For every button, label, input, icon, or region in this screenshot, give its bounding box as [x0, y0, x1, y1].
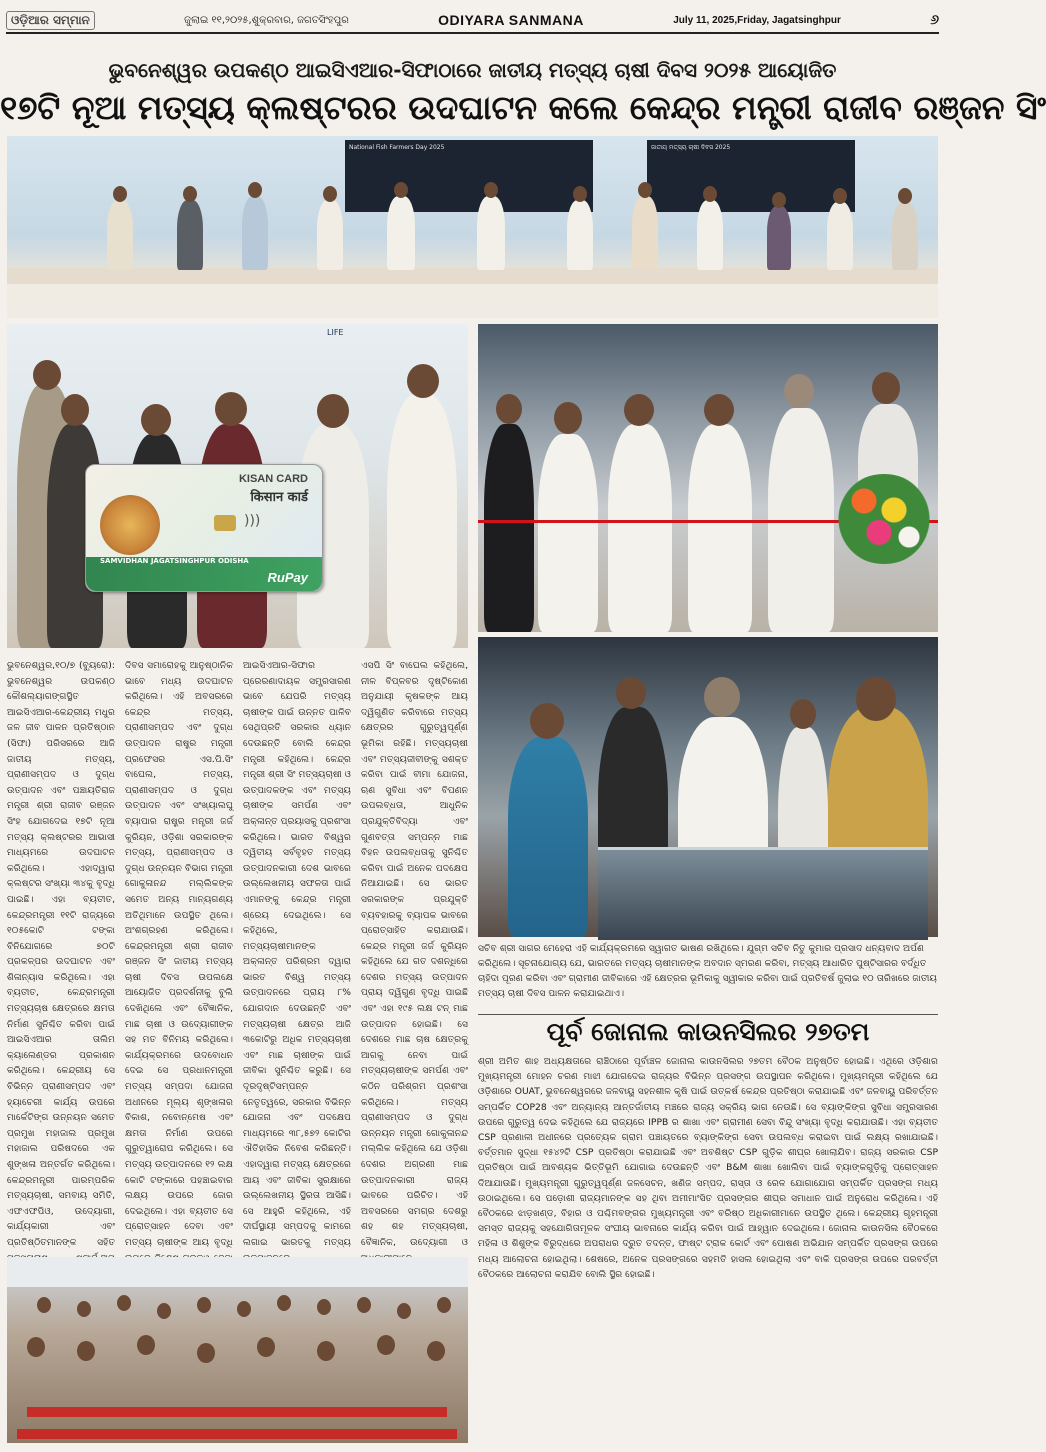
kicker-headline: ଭୁବନେଶ୍ୱର ଉପକଣ୍ଠ ଆଇସିଏଆର-ସିଫାଠାରେ ଜାତୀୟ ମତ୍ସ୍ୟ ଚାଷୀ ଦିବସ ୨୦୨୫ ଆୟୋଜିତ — [108, 58, 837, 82]
second-story-headline: ପୂର୍ବ ଜୋନାଲ କାଉନସିଲର ୨୭ତମ — [478, 1014, 938, 1052]
newspaper-logo: ଓଡ଼ିଆର ସମ୍ମାନ — [6, 11, 95, 30]
kisan-card-title: KISAN CARD — [238, 473, 308, 485]
article-column-2: ଦିବସ ସମାରୋହକୁ ଆନୁଷ୍ଠାନିକ ଭାବେ ମଧ୍ୟ ଉଦଘାଟନ କରିଥିଲେ। ଏହି ଅବସରରେ କେନ୍ଦ୍ର ମତ୍ସ୍ୟ, ପ୍ରାଣୀସମ୍ପଦ ଏବଂ ଦୁଗ୍ଧ ଉତ୍ପାଦନ ରାଷ୍ଟ୍ର ମନ୍ତ୍ରୀ ପ୍ରଫେସର ଏସ.ପି.ସିଂ ବାଘେଲ, ମତ୍ସ୍ୟ, ପ୍ରାଣୀସମ୍ପଦ ଓ ଦୁଗ୍ଧ ଉତ୍ପାଦନ ଏବଂ ସଂଖ୍ୟାଲଘୁ ବ୍ୟାପାର ରାଷ୍ଟ୍ର ମନ୍ତ୍ରୀ ଜର୍ଜ କୁରିୟନ, ଓଡ଼ିଶା ସରକାରଙ୍କ ମତ୍ସ୍ୟ, ପ୍ରାଣୀସମ୍ପଦ ଓ ଦୁଗ୍ଧ ଉନ୍ନୟନ ବିଭାଗ ମନ୍ତ୍ରୀ ଗୋକୁଳାନନ୍ଦ ମଲ୍ଲିକଙ୍କ ସମେତ ଅନ୍ୟ ମାନ୍ୟଗଣ୍ୟ ଅତିଥିମାନେ ଉପସ୍ଥିତ ଥିଲେ। ଅଂଶଗ୍ରହଣ କରିଥିଲେ। କେନ୍ଦ୍ରମନ୍ତ୍ରୀ ଶ୍ରୀ ରାଜୀବ ରଞ୍ଜନ ସିଂ ଜାତୀୟ ମତ୍ସ୍ୟ ଚାଷୀ ଦିବସ ଉପଲକ୍ଷେ ଆୟୋଜିତ ପ୍ରଦର୍ଶନୀକୁ ବୁଲି ଦେଖିଥିଲେ ଏବଂ ବୈଜ୍ଞାନିକ, ମାଛ ଚାଷୀ ଓ ଉଦ୍ୟୋଗୀଙ୍କ ସହ ମତ ବିନିମୟ କରିଥିଲେ। କାର୍ଯ୍ୟକ୍ରମରେ ଉଦବୋଧନ ଦେଇ ସେ ପ୍ରଧାନମନ୍ତ୍ରୀ ମତ୍ସ୍ୟ ସମ୍ପଦା ଯୋଜନା ଅଧୀନରେ ମୂଲ୍ୟ ଶୃଙ୍ଖଳାର ବିକାଶ, ନବୋନ୍ମେଷ ଏବଂ କ୍ଷମତା ନିର୍ମାଣ ଉପରେ ଗୁରୁତ୍ୱାରୋପ କରିଥିଲେ। ସେ ମତ୍ସ୍ୟ ଉତ୍ପାଦନରେ ୧୨ ଲକ୍ଷ କୋଟି ଟଙ୍କାରେ ପହଞ୍ଚାଇବାର ଲକ୍ଷ୍ୟ ଉପରେ ଜୋର ଦେଇଥିଲେ। ଏହା ବ୍ୟତୀତ ସେ ପ୍ରୋତ୍ସାହନ ଦେବା ଏବଂ ମତ୍ସ୍ୟ ଚାଷୀଙ୍କ ଆୟ ବୃଦ୍ଧି — [125, 660, 233, 1248]
article-column-1: ଭୁବନେଶ୍ୱର,୧୦/୭ (ବ୍ୟୁରୋ): ଭୁବନେଶ୍ୱର ଉପକଣ୍ଠ କୌଶଲ୍ୟାଗଙ୍ଗସ୍ଥିତ ଆଇସିଏଆର-କେନ୍ଦ୍ରୀୟ ମଧୁର ଜଳ ଜୀବ ପାଳନ ପ୍ରତିଷ୍ଠାନ (ସିଫା) ପରିସରରେ ଆଜି ଜାତୀୟ ମତ୍ସ୍ୟ, ପ୍ରାଣୀସମ୍ପଦ ଓ ଦୁଗ୍ଧ ଉତ୍ପାଦନ ଏବଂ ପଞ୍ଚାୟତିରାଜ ମନ୍ତ୍ରୀ ଶ୍ରୀ ରାଜୀବ ରଞ୍ଜନ ସିଂହ ଯୋଗଦେଇ ୧୭ଟି ନୂଆ ମତ୍ସ୍ୟ କ୍ଲଷ୍ଟରର ଆଭାସୀ ମାଧ୍ୟମରେ ଉଦଘାଟନ କରିଥିଲେ। ଏହାଦ୍ୱାରା କ୍ଲଷ୍ଟର ସଂଖ୍ୟା ୩୪କୁ ବୃଦ୍ଧି ପାଇଛି। ଏହା ବ୍ୟତୀତ, କେନ୍ଦ୍ରମନ୍ତ୍ରୀ ୧୧ଟି ରାଜ୍ୟରେ ୧୦୫କୋଟି ଟଙ୍କା ବିନିଯୋଗରେ ୭୦ଟି ପ୍ରକଳ୍ପର ଉଦଘାଟନ ଏବଂ ଶିଳାନ୍ୟାସ କରିଥିଲେ। ଏହା ବ୍ୟତୀତ, କେନ୍ଦ୍ରମନ୍ତ୍ରୀ ମତ୍ସ୍ୟଚାଷ କ୍ଷେତ୍ରରେ କ୍ଷମତା ନିର୍ମାଣ ସୁନିଶ୍ଚିତ କରିବା ପାଇଁ ଆଇସିଏଆର ତାଲିମ କ୍ୟାଲେଣ୍ଡର ପ୍ରକାଶନ କରିଥିଲେ। କେନ୍ଦ୍ରୀୟ ସେ ବିଭିନ୍ନ ପ୍ରାଣୀସମ୍ପଦ ଏବଂ ହ୍ୟାଚେରୀ କାର୍ଯ୍ୟ ଉପରେ ମାର୍କେଟିଙ୍ଗ ଉନ୍ନୟନ ସମେତ ପ୍ରମୁଖ ମହାଜାଲ ପ୍ରମୁଖ ମହାଜାଲ ପରିଷଦରେ ଏକ ଶୁଙ୍ଖଳା ଅନ୍ତର୍ଗତ କରିଥିଲେ। କେନ୍ଦ୍ରମନ୍ତ୍ରୀ ପାରମ୍ପରିକ ମତ୍ସ୍ୟଚାଷୀ, ସମବାୟ ସମିତି, ଏଫଏଫପିଓ, ଉଦ୍ୟୋଗୀ, କାର୍ଯ୍ୟକାରୀ ଏବଂ ପ୍ରତିଷ୍ଠିତମାନଙ୍କ ସହିତ — [7, 660, 115, 1248]
article-column-3: ଆଇସିଏଆର-ସିଫାର ପ୍ରେରଣାଦାୟକ ସମ୍ପ୍ରସାରଣ ଭାବେ ଯେପରି ମତ୍ସ୍ୟ ଚାଷୀଙ୍କ ପାଇଁ ଉନ୍ନତ ପାଳିବ ସେଥିପ୍ରତି ସରକାର ଧ୍ୟାନ ଦେଉଛନ୍ତି ବୋଲି କେନ୍ଦ୍ର ମନ୍ତ୍ରୀ କହିଥିଲେ। କେନ୍ଦ୍ର ମନ୍ତ୍ରୀ ଶ୍ରୀ ସିଂ ମତ୍ସ୍ୟଚାଷୀ ଓ ଉତ୍ପାଦକଙ୍କ ଏବଂ ମତ୍ସ୍ୟ ଚାଷୀଙ୍କ ସମର୍ପଣ ଏବଂ ଅକ୍ଳାନ୍ତ ପ୍ରୟାସକୁ ପ୍ରଶଂସା କରିଥିଲେ। ଭାରତ ବିଶ୍ୱର ଦ୍ୱିତୀୟ ସର୍ବବୃହତ ମତ୍ସ୍ୟ ଉତ୍ପାଦନକାରୀ ଦେଶ ଭାବରେ ଉଲ୍ଲେଖନୀୟ ସଫଳତା ପାଇଁ ଏମାନଙ୍କୁ କେନ୍ଦ୍ର ମନ୍ତ୍ରୀ ଶ୍ରେୟ ଦେଇଥିଲେ। ସେ କହିଥିଲେ, ମତ୍ସ୍ୟଚାଷୀମାନଙ୍କ ଅକ୍ଳାନ୍ତ ପରିଶ୍ରମ ଦ୍ୱାରା ଭାରତ ବିଶ୍ୱ ମତ୍ସ୍ୟ ଉତ୍ପାଦନରେ ପ୍ରାୟ ୮% ଯୋଗଦାନ ଦେଉଛନ୍ତି ଏବଂ ମତ୍ସ୍ୟଚାଷୀ କ୍ଷେତ୍ର ଆଜି ୩କୋଟିରୁ ଅଧିକ ମତ୍ସ୍ୟଚାଷୀ ଏବଂ ମାଛ ଚାଷୀଙ୍କ ପାଇଁ ଜୀବିକା ସୁନିଶ୍ଚିତ କରୁଛି। ସେ ଦୂରଦୃଷ୍ଟିସମ୍ପନ୍ନ ନେତୃତ୍ୱରେ, ସରକାର ବିଭିନ୍ନ ଯୋଜନା ଏବଂ ପଦକ୍ଷେପ ମାଧ୍ୟମରେ ୩୮,୫୭୨ କୋଟିର ଐତିହାସିକ ନିବେଶ କରିଛନ୍ତି। ଏହାଦ୍ୱାରା ମତ୍ସ୍ୟ କ୍ଷେତ୍ରରେ ଆୟ ଏବଂ ଜୀବିକା ସୁରକ୍ଷାରେ ଉଲ୍ଲେଖନୀୟ ସ୍ଥିରତା ଆସିଛି। ସେ ଆହୁରି କହିଥିଲେ, ଏହି ଦୀର୍ଘସ୍ଥାୟୀ ସମ୍ପଦକୁ କାମରେ ଲଗାଇ ଭାରତକୁ ମତ୍ସ୍ୟ — [243, 660, 351, 1248]
stage-group-photo — [7, 136, 938, 318]
kisan-card: ))) KISAN CARD किसान कार्ड SAMVIDHAN JAGATSINGHPUR ODISHA RuPay — [85, 464, 323, 592]
paper-name: ODIYARA SANMANA — [438, 12, 584, 28]
stage-banner-english: National Fish Farmers Day 2025 — [345, 140, 593, 212]
dateline-odia: ଜୁଲାଇ ୧୧,୨୦୨୫,ଶୁକ୍ରବାର, ଜଗତସିଂହପୁର — [184, 14, 349, 26]
second-story-body: ଶ୍ରୀ ଅମିତ ଶାହ ଅଧ୍ୟକ୍ଷତାରେ ରାଞ୍ଚିଠାରେ ପୂର୍ବାଞ୍ଚଳ ଜୋନାଲ କାଉନସିଲର ୨୭ତମ ବୈଠକ ଅନୁଷ୍ଠିତ ହୋଇଛି। ଏଥିରେ ଓଡ଼ିଶାର ମୁଖ୍ୟମନ୍ତ୍ରୀ ମୋହନ ଚରଣ ମାଝୀ ଯୋଗଦେଇ ରାଜ୍ୟର ବିଭିନ୍ନ ପ୍ରସଙ୍ଗ ଉପସ୍ଥାପନ କରିଥିଲେ। ମୁଖ୍ୟମନ୍ତ୍ରୀ କହିଥିଲେ ଯେ ଓଡ଼ିଶାରେ OUAT, ଭୁବନେଶ୍ୱରରେ ଜଳବାୟୁ ସହନଶୀଳ କୃଷି ପାଇଁ ଉତ୍କର୍ଷ କେନ୍ଦ୍ର ପ୍ରତିଷ୍ଠା କରାଯାଇଛି ଏବଂ ଜଳବାୟୁ ପରିବର୍ତ୍ତନ ସମ୍ପର୍କିତ COP28 ଏବଂ ଅନ୍ୟାନ୍ୟ ଆନ୍ତର୍ଜାତୀୟ ମଞ୍ଚରେ ରାଜ୍ୟ ସକ୍ରିୟ ଭାଗ ନେଉଛି। ସେ ବ୍ୟାଙ୍କିଙ୍ଗ ସୁବିଧା ସମ୍ପ୍ରସାରଣ ଉପରେ ଗୁରୁତ୍ୱ ଦେଇ କହିଥିଲେ ଯେ ରାଜ୍ୟରେ IPPB ର ଶାଖା ଏବଂ ଗ୍ରାମୀଣ ସେବା ବିନ୍ଦୁ ସଂଖ୍ୟା ବୃଦ୍ଧି କରାଯାଉଛି। ଏହା ବ୍ୟତୀତ CSP ପ୍ରଣାଳୀ ଅଧୀନରେ ପ୍ରତ୍ୟେକ ଗ୍ରାମ ପଞ୍ଚାୟତରେ ବ୍ୟାଙ୍କିଙ୍ଗ ସେବା ଉପଲବ୍ଧ କରାଇବା ପାଇଁ ଲକ୍ଷ୍ୟ ରଖାଯାଇଛି। ବର୍ତ୍ତମାନ ସୁଦ୍ଧା ୧୫୪୨ଟି CSP ପ୍ରତିଷ୍ଠା କରାଯାଇଛି ଏବଂ ଅବଶିଷ୍ଟ CSP ଗୁଡ଼ିକ ଶୀଘ୍ର ଖୋଲାଯିବ। ରାଜ୍ୟ ସରକାର CSP ପ୍ରତିଷ୍ଠା ପାଇଁ ଆବଶ୍ୟକ ଭିତ୍ତିଭୂମି ଯୋଗାଇ ଦେଉଛନ୍ତି ଏବଂ B&M ଶାଖା ଖୋଲିବା ପାଇଁ ବ୍ୟାଙ୍କଗୁଡ଼ିକୁ ପ୍ରୋତ୍ସାହନ ଦିଆଯାଉଛି। ମୁଖ୍ୟମନ୍ତ୍ରୀ ଗୁରୁତ୍ୱପୂର୍ଣ୍ଣ ଜଳସେଚନ, ଖଣିଜ ସମ୍ପଦ, ରାସ୍ତା ଓ ରେଳ ଯୋଗାଯୋଗ ସମ୍ପର୍କିତ ପ୍ରସଙ୍ଗ ମଧ୍ୟ ଉଠାଇଥିଲେ। ସେ ପଡ଼ୋଶୀ ରାଜ୍ୟମାନଙ୍କ ସହ ଥିବା ଅମୀମାଂସିତ ପ୍ରସଙ୍ଗର ଶୀଘ୍ର ସମାଧାନ ପାଇଁ ଅନୁରୋଧ କରିଥିଲେ। ଏହି ବୈଠକରେ ଝାଡ଼ଖଣ୍ଡ, ବିହାର ଓ ପଶ୍ଚିମବଙ୍ଗର ମୁଖ୍ୟମନ୍ତ୍ରୀ ଏବଂ ବରିଷ୍ଠ ଅଧିକାରୀମାନେ ଉପସ୍ଥିତ ଥିଲେ। କେନ୍ଦ୍ରୀୟ ଗୃହମନ୍ତ୍ରୀ ସମସ୍ତ ରାଜ୍ୟକୁ ସହଯୋଗିତାମୂଳକ ସଂଘୀୟ ଭାବନାରେ କାର୍ଯ୍ୟ କରିବା ପାଇଁ ଆହ୍ୱାନ ଦେଇଥିଲେ। ଜୋନାଲ କାଉନସିଲ ବୈଠକରେ ମହିଳା ଓ ଶିଶୁଙ୍କ ବିରୁଦ୍ଧରେ ଅପରାଧର ଦ୍ରୁତ ତଦନ୍ତ, ଫାଷ୍ଟ ଟ୍ରାକ କୋର୍ଟ ଏବଂ ପୋଷଣ ଅଭିଯାନ ସମ୍ପର୍କିତ ପ୍ରସଙ୍ଗ ଉପରେ ମଧ୍ୟ ଆଲୋଚନା ହୋଇଥିଲା। ଶେଷରେ, ଅନେକ ପ୍ରସଙ୍ଗରେ ସହମତି ହାସଲ ହୋଇଥିଲା ଏବଂ ବାକି ପ୍ରସଙ୍ଗ ଉପରେ ପରବର୍ତ୍ତୀ ବୈଠକରେ ଆଲୋଚନା କରାଯିବ ବୋଲି ସ୍ଥିର ହୋଇଛି। — [478, 1056, 939, 1280]
exhibition-stall-photo — [478, 637, 938, 937]
dateline-english: July 11, 2025,Friday, Jagatsinghpur — [673, 14, 841, 26]
kisan-card-hindi: किसान कार्ड — [250, 490, 308, 505]
masthead — [6, 8, 939, 34]
kisan-card-photo — [7, 324, 468, 648]
backdrop-text: LIFE — [327, 328, 344, 337]
audience-crowd-photo — [7, 1257, 468, 1443]
photo-caption: ସଚିବ ଶ୍ରୀ ସାଗର ମେହେରା ଏହି କାର୍ଯ୍ୟକ୍ରମରେ ସ୍ୱାଗତ ଭାଷଣ ରଖିଥିଲେ। ଯୁଗ୍ମ ସଚିବ ନିତୁ କୁମାର ପ୍ରସାଦ ଧନ୍ୟବାଦ ଅର୍ପଣ କରିଥିଲେ। ସୂଚନାଯୋଗ୍ୟ ଯେ, ଭାରତରେ ମତ୍ସ୍ୟ ଚାଷୀମାନଙ୍କ ଅବଦାନ ସ୍ମରଣ କରିବା, ମତ୍ସ୍ୟ ଆଧାରିତ ପୁଷ୍ଟିସାରର ବର୍ଦ୍ଧିତ ଚାହିଦା ପୂରଣ କରିବା ଏବଂ ଗ୍ରାମୀଣ ଜୀବିକାରେ ଏହି କ୍ଷେତ୍ରର ଭୂମିକାକୁ ସ୍ୱୀକାର କରିବା ପାଇଁ ପ୍ରତିବର୍ଷ ଜୁଲାଇ ୧୦ ତାରିଖରେ ଜାତୀୟ ମତ୍ସ୍ୟ ଚାଷୀ ଦିବସ ପାଳନ କରାଯାଇଥାଏ। — [478, 943, 937, 999]
kisan-card-overlay: SAMVIDHAN JAGATSINGHPUR ODISHA — [100, 557, 249, 565]
stage-banner-odia: ଜାତୀୟ ମତ୍ସ୍ୟ ଚାଷୀ ଦିବସ 2025 — [647, 140, 855, 212]
flower-bouquet — [834, 474, 934, 564]
ribbon-cutting-photo — [478, 324, 938, 632]
display-table — [598, 847, 928, 940]
rupay-logo: RuPay — [267, 570, 308, 585]
main-headline: ୧୭ଟି ନୂଆ ମତ୍ସ୍ୟ କ୍ଲଷ୍ଟରର ଉଦଘାଟନ କଲେ କେନ୍ଦ୍ର ମନ୍ତ୍ରୀ ରାଜୀବ ରଞ୍ଜନ ସିଂ — [0, 88, 1046, 127]
page-number: ୬ — [930, 12, 939, 28]
article-column-4: ଏସପି ସିଂ ବାଘେଲ କହିଥିଲେ, ନୀଳ ବିପ୍ଳବର ଦୃଷ୍ଟିକୋଣ ଅନୁଯାୟୀ କୃଷକଙ୍କ ଆୟ ଦ୍ୱିଗୁଣିତ କରିବାରେ ମତ୍ସ୍ୟ କ୍ଷେତ୍ରର ଗୁରୁତ୍ୱପୂର୍ଣ୍ଣ ଭୂମିକା ରହିଛି। ମତ୍ସ୍ୟଚାଷୀ ଏବଂ ମତ୍ସ୍ୟଜୀବୀଙ୍କୁ ସଶକ୍ତ କରିବା ପାଇଁ ବୀମା ଯୋଜନା, ଋଣ ସୁବିଧା ଏବଂ ବିପଣନ ଉପଲବ୍ଧତା, ଆଧୁନିକ ପ୍ରଯୁକ୍ତିବିଦ୍ୟା ଏବଂ ଗୁଣବତ୍ତା ସମ୍ପନ୍ନ ମାଛ ବିହନ ଉପଲବ୍ଧତାକୁ ସୁନିଶ୍ଚିତ କରିବା ପାଇଁ ଅନେକ ପଦକ୍ଷେପ ନିଆଯାଇଛି। ସେ ଭାରତ ସରକାରଙ୍କ ପ୍ରଯୁକ୍ତି ବ୍ୟବହାରକୁ ବ୍ୟାପକ ଭାବରେ ପ୍ରୋତ୍ସାହିତ କରାଯାଉଛି। କେନ୍ଦ୍ର ମନ୍ତ୍ରୀ ଜର୍ଜ କୁରିୟନ କହିଥିଲେ ଯେ ଗତ ଦଶନ୍ଧିରେ ଦେଶର ମତ୍ସ୍ୟ ଉତ୍ପାଦନ ପ୍ରାୟ ଦ୍ୱିଗୁଣ ବୃଦ୍ଧି ପାଇଛି ଏବଂ ଏହା ୧୯୫ ଲକ୍ଷ ଟନ୍ ମାଛ ଉତ୍ପାଦନ ହୋଇଛି। ସେ ଦେଶରେ ମାଛ ଚାଷ କ୍ଷେତ୍ରକୁ ଆଗକୁ ନେବା ପାଇଁ ମତ୍ସ୍ୟଚାଷୀଙ୍କ ସମର୍ପଣ ଏବଂ କଠିନ ପରିଶ୍ରମ ପ୍ରଶଂସା କରିଥିଲେ। ମତ୍ସ୍ୟ ପ୍ରାଣୀସମ୍ପଦ ଓ ଦୁଗ୍ଧ ଉନ୍ନୟନ ମନ୍ତ୍ରୀ ଗୋକୁଳାନନ୍ଦ ମଲ୍ଲିକ କହିଥିଲେ ଯେ ଓଡ଼ିଶା ଦେଶର ଅଗ୍ରଣୀ ମାଛ ଉତ୍ପାଦନକାରୀ ରାଜ୍ୟ ଭାବରେ ପରିଚିତ। ଏହି ଅବସରରେ ସମଗ୍ର ଦେଶରୁ ଶହ ଶହ ମତ୍ସ୍ୟଚାଷୀ, ବୈଜ୍ଞାନିକ, ଉଦ୍ୟୋଗୀ ଓ — [361, 660, 468, 1248]
